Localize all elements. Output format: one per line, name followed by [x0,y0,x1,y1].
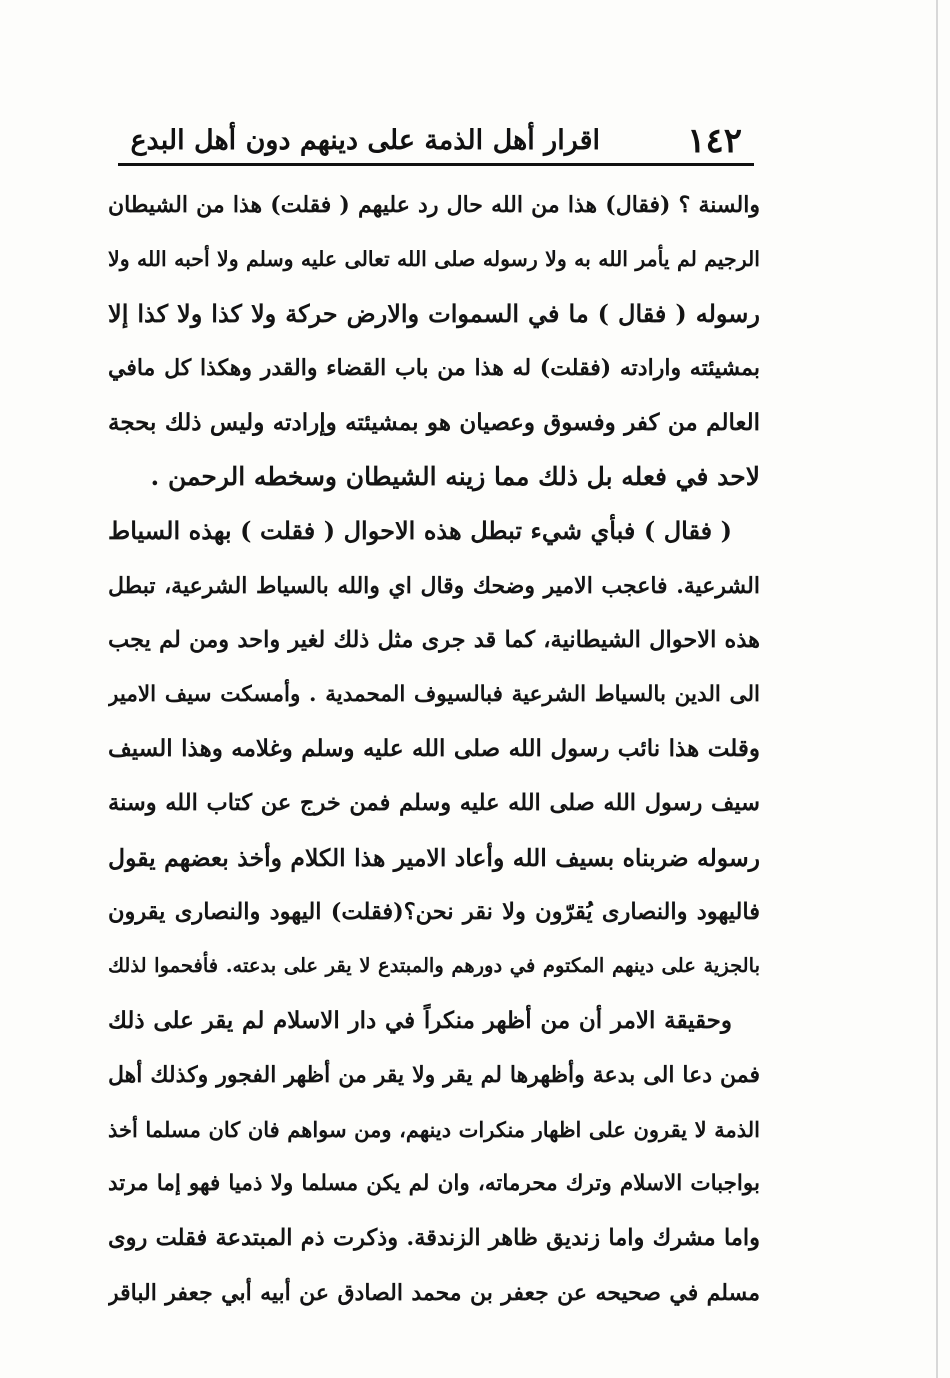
text-line: ( فقال ) فبأي شيء تبطل هذه الاحوال ( فقلت ) بهذه السياط [108,516,732,546]
text-line: الذمة لا يقرون على اظهار منكرات دينهم، ومن سواهم فان كان مسلما أخذ [108,1116,760,1142]
text-line: واما مشرك واما زنديق ظاهر الزندقة. وذكرت ذم المبتدعة فقلت روى [108,1225,760,1252]
text-line: مسلم في صحيحه عن جعفر بن محمد الصادق عن أبيه أبي جعفر الباقر [108,1279,760,1306]
body-text [108,178,760,1320]
text-line: فاليهود والنصارى يُقرّون ولا نقر نحن؟(فقلت) اليهود والنصارى يقرون [108,899,760,926]
text-line: الى الدين بالسياط الشرعية فبالسيوف المحمدية . وأمسكت سيف الامير [108,681,760,707]
text-line: والسنة ؟ (فقال) هذا من الله حال رد عليهم ( فقلت) هذا من الشيطان [108,192,760,218]
text-line: رسوله ( فقال ) ما في السموات والارض حركة ولا كذا ولا كذا إلا [108,298,760,328]
page-number: ١٤٢ [687,121,742,161]
text-line: وحقيقة الامر أن من أظهر منكراً في دار الاسلام لم يقر على ذلك [108,1006,732,1034]
text-line: فمن دعا الى بدعة وأظهرها لم يقر ولا يقر من أظهر الفجور وكذلك أهل [108,1062,760,1089]
text-line: وقلت هذا نائب رسول الله صلى الله عليه وسلم وغلامه وهذا السيف [108,734,760,762]
text-line: هذه الاحوال الشيطانية، كما قد جرى مثل ذلك لغير واحد ومن لم يجب [108,627,760,654]
text-line: العالم من كفر وفسوق وعصيان هو بمشيئته وإرادته وليس ذلك بحجة [108,408,760,436]
text-line: بمشيئته وارادته (فقلت) له هذا من باب القضاء والقدر وهكذا كل مافي [108,355,760,382]
text-line: الرجيم لم يأمر الله به ولا رسوله صلى الله تعالى عليه وسلم ولا أحبه الله ولا [108,247,760,272]
text-line: لاحد في فعله بل ذلك مما زينه الشيطان وسخطه الرحمن . [150,461,760,491]
page-header [120,118,750,164]
text-line: سيف رسول الله صلى الله عليه وسلم فمن خرج عن كتاب الله وسنة [108,790,760,817]
running-title: اقرار أهل الذمة على دينهم دون أهل البدع [130,125,600,156]
header-rule [118,163,754,166]
text-line: الشرعية. فاعجب الامير وضحك وقال اي والله بالسياط الشرعية، تبطل [108,572,760,599]
scan-edge [936,0,938,1378]
text-line: بواجبات الاسلام وترك محرماته، وان لم يكن مسلما ولا ذميا فهو إما مرتد [108,1171,760,1197]
text-line: رسوله ضربناه بسيف الله وأعاد الامير هذا الكلام وأخذ بعضهم يقول [108,843,760,872]
text-line: بالجزية على دينهم المكتوم في دورهم والمبتدع لا يقر على بدعته. فأفحموا لذلك [108,954,760,978]
